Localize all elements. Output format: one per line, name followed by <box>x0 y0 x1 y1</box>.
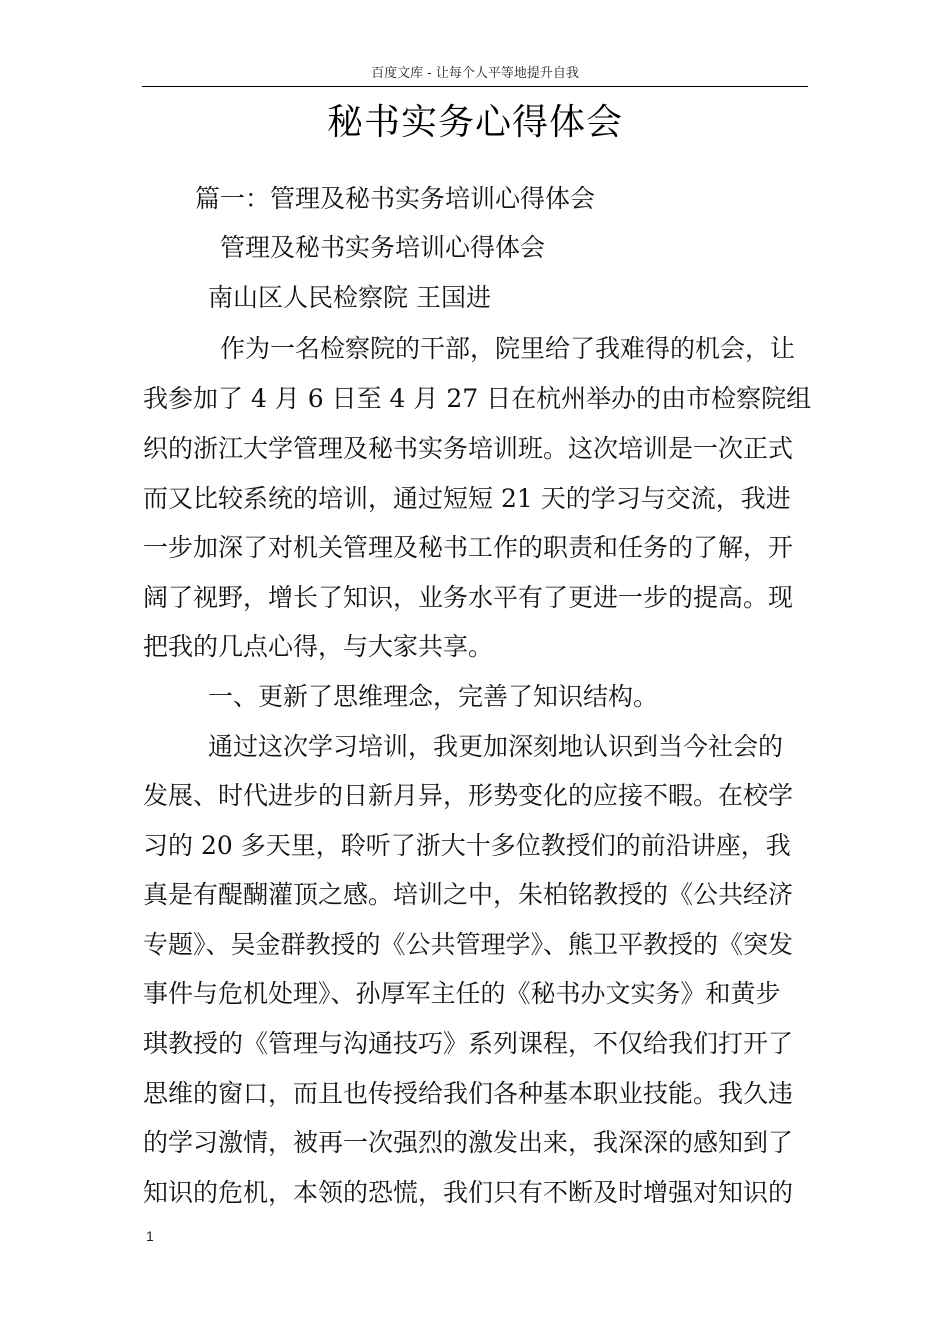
paragraph-line: 织的浙江大学管理及秘书实务培训班。这次培训是一次正式 <box>143 434 794 463</box>
section-heading: 一、更新了思维理念，完善了知识结构。 <box>208 682 659 711</box>
page-header: 百度文库 - 让每个人平等地提升自我 <box>371 66 579 81</box>
page-number: 1 <box>146 1228 154 1244</box>
paragraph-line: 一步加深了对机关管理及秘书工作的职责和任务的了解，开 <box>143 533 794 562</box>
paragraph-line: 而又比较系统的培训，通过短短 21 天的学习与交流，我进 <box>143 484 791 513</box>
header-divider <box>142 86 808 87</box>
paragraph-line: 作为一名检察院的干部，院里给了我难得的机会，让 <box>220 334 796 363</box>
paragraph-line: 通过这次学习培训，我更加深刻地认识到当今社会的 <box>208 732 784 761</box>
paragraph-line: 我参加了 4 月 6 日至 4 月 27 日在杭州举办的由市检察院组 <box>143 384 812 413</box>
paragraph-line: 专题》、吴金群教授的《公共管理学》、熊卫平教授的《突发 <box>143 930 794 959</box>
paragraph-line: 思维的窗口，而且也传授给我们各种基本职业技能。我久违 <box>143 1079 794 1108</box>
heading-line: 管理及秘书实务培训心得体会 <box>220 233 546 262</box>
subtitle-line: 篇一：管理及秘书实务培训心得体会 <box>195 184 596 213</box>
paragraph-line: 的学习激情，被再一次强烈的激发出来，我深深的感知到了 <box>143 1128 794 1157</box>
paragraph-line: 发展、时代进步的日新月异，形势变化的应接不暇。在校学 <box>143 781 794 810</box>
author-line: 南山区人民检察院 王国进 <box>208 283 491 312</box>
paragraph-line: 阔了视野，增长了知识，业务水平有了更进一步的提高。现 <box>143 583 794 612</box>
paragraph-line: 琪教授的《管理与沟通技巧》系列课程，不仅给我们打开了 <box>143 1029 794 1058</box>
paragraph-line: 事件与危机处理》、孙厚军主任的《秘书办文实务》和黄步 <box>143 979 781 1008</box>
document-title: 秘书实务心得体会 <box>326 102 623 143</box>
paragraph-line: 习的 20 多天里，聆听了浙大十多位教授们的前沿讲座，我 <box>143 831 791 860</box>
paragraph-line: 把我的几点心得，与大家共享。 <box>143 632 494 661</box>
paragraph-line: 知识的危机，本领的恐慌，我们只有不断及时增强对知识的 <box>143 1178 794 1207</box>
paragraph-line: 真是有醍醐灌顶之感。培训之中，朱柏铭教授的《公共经济 <box>143 880 794 909</box>
